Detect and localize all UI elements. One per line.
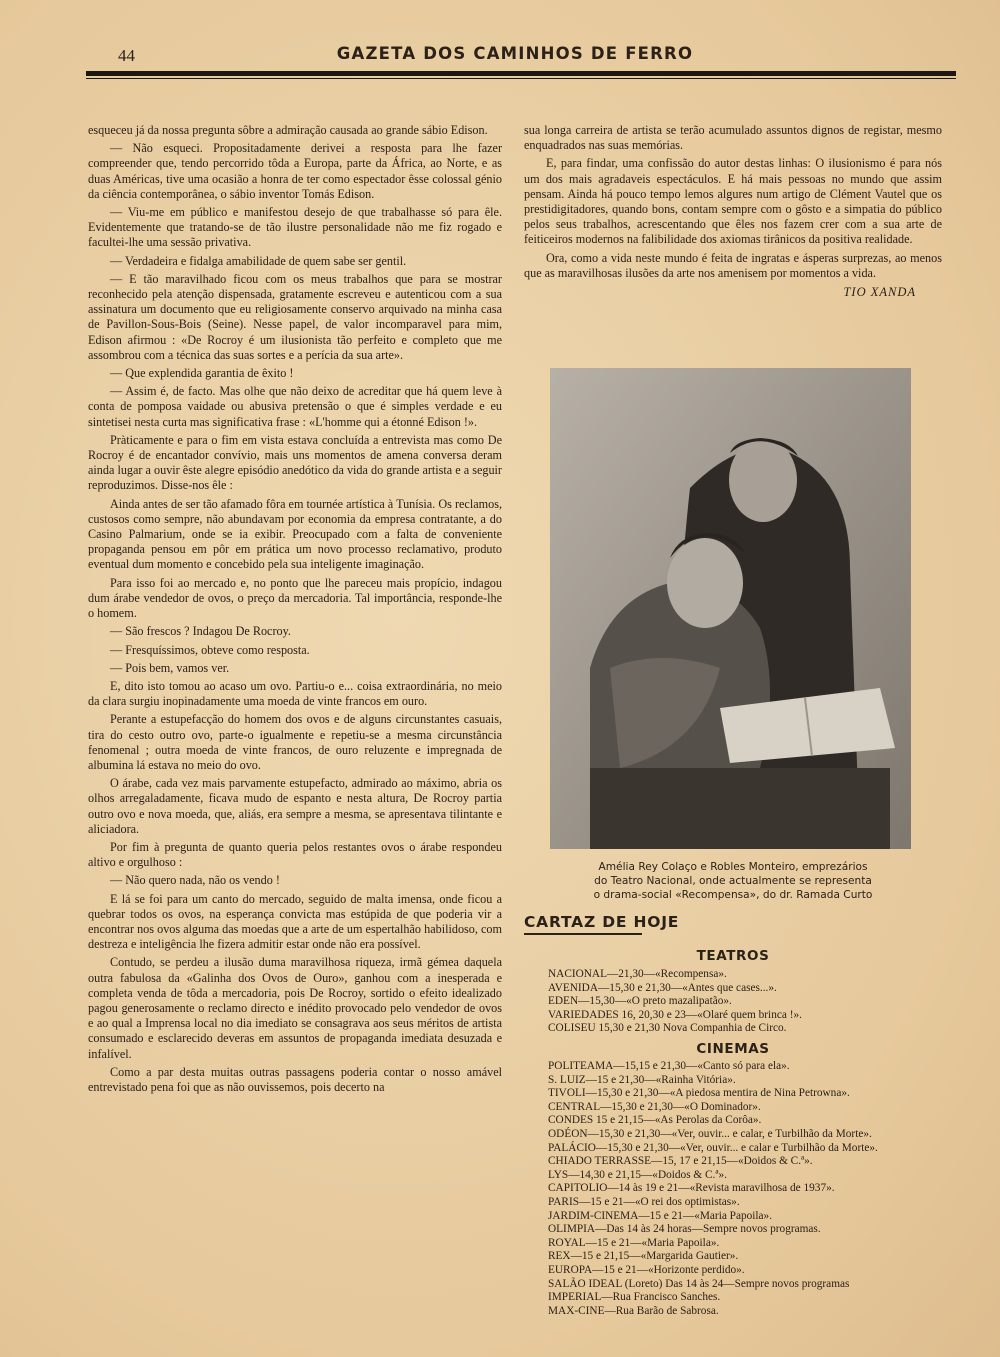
header-rule-thin <box>86 78 956 79</box>
listing-item: IMPERIAL—Rua Francisco Sanches. <box>548 1291 721 1304</box>
cinemas-heading: CINEMAS <box>696 1041 770 1057</box>
listing-item: PALÁCIO—15,30 e 21,30—«Ver, ouvir... e calar e Turbilhão da Morte». <box>548 1141 878 1154</box>
listing-item: EDEN—15,30—«O preto mazalipatão». <box>548 995 732 1008</box>
listing-item: CHIADO TERRASSE—15, 17 e 21,15—«Doidos & C.ª». <box>548 1155 813 1168</box>
author-signature: TIO XANDA <box>843 285 916 300</box>
paragraph: O árabe, cada vez mais parvamente estupefacto, admirado ao máximo, abria os olhos arregaladamente, ficava mudo de espanto e nesta altura, De Rocroy partia outro ovo e nova moeda, que, aliás, era sempre a mesma, se apresentava tilintante e aliciadora. <box>88 776 502 836</box>
listing-item: POLITEAMA—15,15 e 21,30—«Canto só para ela». <box>548 1060 790 1072</box>
paragraph: Para isso foi ao mercado e, no ponto que lhe pareceu mais propício, indagou dum árabe vendedor de ovos, o preço da mercadoria. Tal importância, responde-lhe o homem. <box>88 575 502 621</box>
listing-item: CONDES 15 e 21,15—«As Perolas da Corôa». <box>548 1114 762 1127</box>
listing-item: SALÃO IDEAL (Loreto) Das 14 às 24—Sempre novos programas <box>548 1277 850 1290</box>
listing-item: ODÉON—15,30 e 21,30—«Ver, ouvir... e calar, e Turbilhão da Morte». <box>548 1127 872 1140</box>
caption-line: Amélia Rey Colaço e Robles Monteiro, emprezários <box>598 861 868 873</box>
cartaz-title-underline <box>524 933 642 935</box>
paragraph: Ora, como a vida neste mundo é feita de ingratas e ásperas surprezas, ao menos que as maravilhosas ilusões da arte nos amenisem por momentos a vida. <box>524 250 942 280</box>
paragraph: Perante a estupefacção do homem dos ovos e de alguns circunstantes casuais, tira do cesto outro ovo, parte-o igualmente e repetiu-se a mesma circunstância fenomenal ; outra moeda de vinte francos, de ouro reluzente e impregnada de albumina lá estava no meio do ovo. <box>88 712 502 772</box>
listing-item: ROYAL—15 e 21—«Maria Papoila». <box>548 1236 720 1249</box>
photograph-image <box>550 368 911 849</box>
paragraph: esqueceu já da nossa pregunta sôbre a admiração causada ao grande sábio Edison. <box>88 123 488 137</box>
listing-item: LYS—14,30 e 21,15—«Doidos & C.ª». <box>548 1168 727 1181</box>
paragraph: — Não esqueci. Propositadamente derivei a resposta para lhe fazer compreender que, tendo percorrido tôda a Europa, parte da África, ao Norte, e as duas Américas, tive uma ocasião a honra de ter como espectador êsse colossal génio da ciência contemporânea, o sábio inventor Tomás Edison. <box>88 141 502 201</box>
listing-item: NACIONAL—21,30—«Recompensa». <box>548 968 727 980</box>
paragraph: — Pois bem, vamos ver. <box>110 660 230 675</box>
paragraph: E lá se foi para um canto do mercado, seguido de malta imensa, onde ficou a quebrar todos os ovos, na esperança convicta mas estúpida de que poderia vir a encontrar nos ovos alguma das moedas que a arte de um espertalhão habilidoso, com destreza e inteligência lhe fizera admitir estar onde não era possível. <box>88 891 502 952</box>
paragraph: — São frescos ? Indagou De Rocroy. <box>110 624 291 639</box>
listing-item: OLIMPIA—Das 14 às 24 horas—Sempre novos programas. <box>548 1223 821 1236</box>
caption-line: do Teatro Nacional, onde actualmente se representa <box>594 875 872 887</box>
teatros-list <box>548 968 948 1036</box>
listing-item: CENTRAL—15,30 e 21,30—«O Dominador». <box>548 1100 761 1113</box>
paragraph: Como a par desta muitas outras passagens poderia contar o nosso amável entrevistado pena foi que as não ouvissemos, pois decerto na <box>88 1064 502 1094</box>
cartaz-title: CARTAZ DE HOJE <box>524 913 680 931</box>
page-number: 44 <box>118 46 135 65</box>
paragraph: — Assim é, de facto. Mas olhe que não deixo de acreditar que há quem leve à conta de pomposa vaidade ou abusiva pretensão o que é simples verdade e eu sintetisei nesta curta mas significativa frase : «L'homme qui a étonné Edison !». <box>88 384 502 429</box>
listing-item: VARIEDADES 16, 20,30 e 23—«Olaré quem brinca !». <box>548 1008 802 1021</box>
paragraph: — Que explendida garantia de êxito ! <box>110 366 294 381</box>
photo-caption <box>552 860 914 902</box>
paragraph: Ainda antes de ser tão afamado fôra em tournée artística à Tunísia. Os reclamos, custosos como sempre, não abundavam por economia da empresa contratante, a do Casino Palmarium, onde se ia exibir. Preocupado com a falta de conveniente propaganda pensou em pôr em prática um novo processo reclamativo, produto eventual dum momento e concebido pela sua inteligente imaginação. <box>88 496 502 572</box>
listing-item: REX—15 e 21,15—«Margarida Gautier». <box>548 1250 739 1263</box>
paragraph: E, dito isto tomou ao acaso um ovo. Partiu-o e... coisa extraordinária, no meio da clara surgiu inopinadamente uma moeda de vinte francos em ouro. <box>88 678 502 709</box>
listing-item: MAX-CINE—Rua Barão de Sabrosa. <box>548 1304 719 1317</box>
teatros-heading: TEATROS <box>696 948 770 964</box>
listing-item: AVENIDA—15,30 e 21,30—«Antes que cases...». <box>548 981 777 994</box>
publication-title: GAZETA DOS CAMINHOS DE FERRO <box>336 44 694 63</box>
article-left-column <box>88 123 502 1098</box>
paragraph: Por fim à pregunta de quanto queria pelos restantes ovos o árabe respondeu altivo e orgulhoso : <box>88 839 502 870</box>
paragraph: Pràticamente e para o fim em vista estava concluída a entrevista mas como De Rocroy é de encantador convívio, mais uns momentos de amena conversa deram ainda lugar a ouvir êste alegre episódio anedótico da vida do grande artista e a seguir reproduzimos. Disse-nos êle : <box>88 432 502 493</box>
article-right-column <box>524 123 942 300</box>
caption-line: o drama-social «Recompensa», do dr. Ramada Curto <box>593 889 873 901</box>
paragraph: — Viu-me em público e manifestou desejo de que trabalhasse só para êle. Evidentemente que tratando-se de tão ilustre personalidade não me fiz rogado e facultei-lhe uma sessão privativa. <box>88 205 502 250</box>
photograph <box>550 368 911 849</box>
listing-item: PARIS—15 e 21—«O rei dos optimistas». <box>548 1195 740 1208</box>
listing-item: EUROPA—15 e 21—«Horizonte perdido». <box>548 1263 745 1276</box>
paragraph: — Não quero nada, não os vendo ! <box>110 873 280 888</box>
paragraph: — E tão maravilhado ficou com os meus trabalhos que para se mostrar reconhecido pela atenção dispensada, gratamente escreveu e autenticou com a sua assinatura um documento que eu religiosamente conservo arquivado na minha casa de Pavillon-Sous-Bois (Seine). Nesse papel, de valor incomparavel para mim, Edison afirmou : «De Rocroy é um ilusionista tão perfeito e completo que me assombrou com a técnica das suas sortes e a perícia da sua arte». <box>88 271 502 362</box>
listing-item: JARDIM-CINEMA—15 e 21—«Maria Papoila». <box>548 1209 773 1222</box>
header-rule <box>86 71 956 76</box>
paragraph: E, para findar, uma confissão do autor destas linhas: O ilusionismo é para nós um dos mais agradaveis espectáculos. E há mais pessoas no mundo que assim pensam. Ainda há pouco tempo lemos algures num artigo de Clément Vautel que os prestidigitadores, quando bons, contam sempre com o gôsto e a simpatia do público pelos seus trabalhos, acrescentando que êles nos fazem crer com a sua arte de feiticeiros modernos na falibilidade dos axiomas tirânicos da positiva realidade. <box>524 156 942 247</box>
paragraph: sua longa carreira de artista se terão acumulado assuntos dignos de registar, mesmo enquadrados nas suas memórias. <box>524 123 942 153</box>
listing-item: COLISEU 15,30 e 21,30 Nova Companhia de Circo. <box>548 1022 787 1035</box>
listing-item: TIVOLI—15,30 e 21,30—«A piedosa mentira de Nina Petrowna». <box>548 1087 850 1100</box>
paragraph: — Fresquíssimos, obteve como resposta. <box>110 642 310 657</box>
listing-item: CAPITOLIO—14 às 19 e 21—«Revista maravilhosa de 1937». <box>548 1182 835 1195</box>
paragraph: Contudo, se perdeu a ilusão duma maravilhosa riqueza, irmã gémea daquela outra fabulosa da «Galinha dos Ovos de Ouro», ganhou com a inesperada e completa venda de tôda a mercadoria, pois De Rocroy, sortido o efeito idealizado pagou generosamente o reclamo directo e inédito provocado pelo vendedor de ovos e ao qual a Imprensa local no dia imediato se consagrava aos seus méritos de artista consumado e esclarecido deveras em assuntos de propaganda imediata desuzada e infalível. <box>88 955 502 1061</box>
paragraph: — Verdadeira e fidalga amabilidade de quem sabe ser gentil. <box>110 253 407 268</box>
listing-item: S. LUIZ—15 e 21,30—«Rainha Vitória». <box>548 1073 736 1086</box>
cinemas-list <box>548 1060 948 1318</box>
